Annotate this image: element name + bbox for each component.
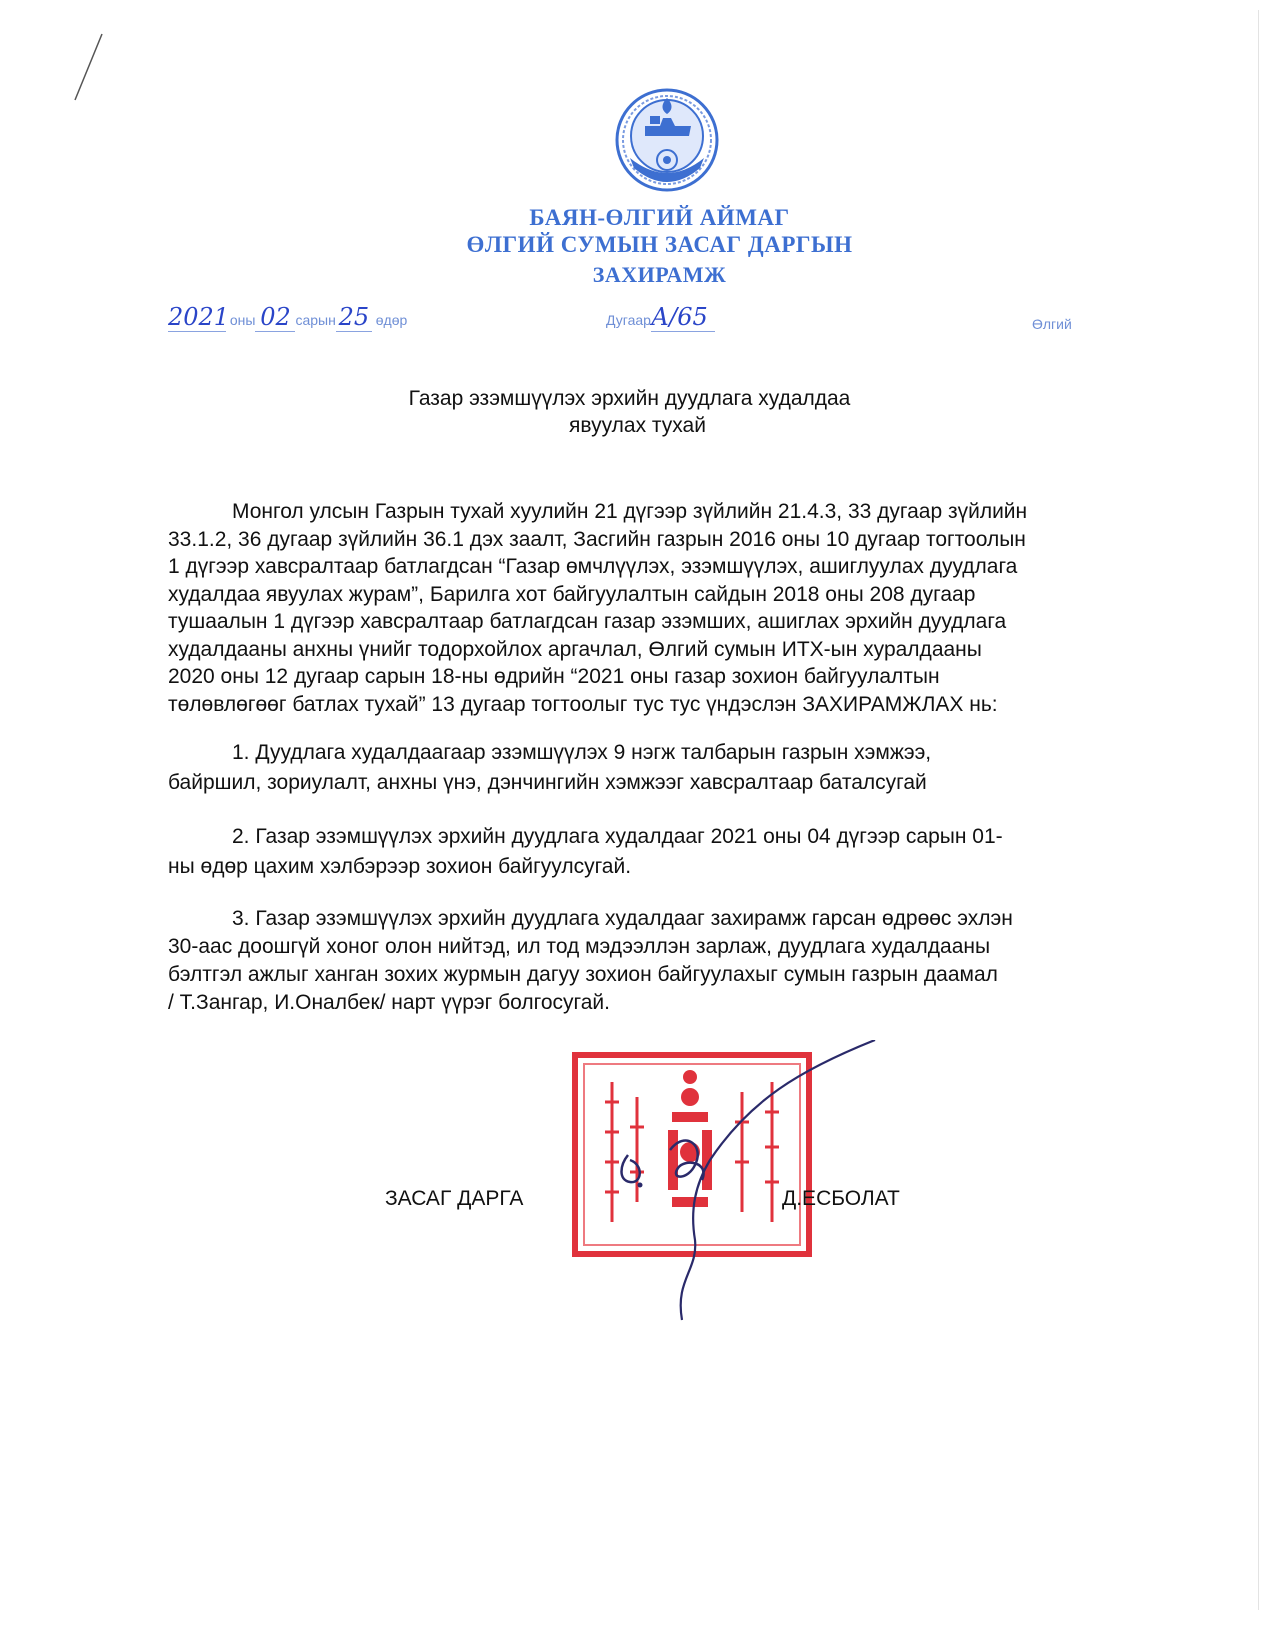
order-item-line: 3. Газар эзэмшүүлэх эрхийн дуудлага худалдааг захирамж гарсан өдрөөс эхлэн	[232, 907, 1013, 930]
doc-number: А/65	[650, 303, 708, 331]
header-doc-type: ЗАХИРАМЖ	[592, 262, 727, 287]
order-item-line: 2. Газар эзэмшүүлэх эрхийн дуудлага худалдааг 2021 оны 04 дүгээр сарын 01-	[232, 825, 1003, 848]
header-aimag: БАЯН-ӨЛГИЙ АЙМАГ	[529, 205, 790, 230]
order-item-line: / Т.Зангар, И.Оналбек/ нарт үүрэг болгосугай.	[168, 991, 610, 1014]
order-item-line: байршил, зориулалт, анхны үнэ, дэнчингийн хэмжээг хавсралтаар баталсугай	[168, 771, 927, 794]
order-item-line: бэлтгэл ажлыг ханган зохих журмын дагуу зохион байгуулахыг сумын газрын даамал	[168, 963, 998, 986]
place-label: Өлгий	[1032, 316, 1072, 332]
doc-title-line1: Газар эзэмшүүлэх эрхийн дуудлага худалдаа	[408, 387, 851, 410]
preamble-line: худалдааны анхны үнийг тодорхойлох аргачлал, Өлгий сумын ИТХ-ын хуралдааны	[168, 637, 982, 661]
order-item-line: 1. Дуудлага худалдаагаар эзэмшүүлэх 9 нэгж талбарын газрын хэмжээ,	[232, 741, 932, 764]
date-day-label: өдөр	[375, 312, 408, 328]
date-day: 25	[338, 303, 370, 331]
preamble-line: 33.1.2, 36 дугаар зүйлийн 36.1 дэх заалт, Засгийн газрын 2016 оны 10 дугаар тогтоолын	[168, 527, 1026, 551]
preamble-line: 2020 оны 12 дугаар сарын 18-ны өдрийн “2021 оны газар зохион байгуулалтын	[168, 665, 940, 688]
order-item-1	[168, 738, 1192, 798]
preamble-line: Монгол улсын Газрын тухай хуулийн 21 дүгээр зүйлийн 21.4.3, 33 дугаар зүйлийн	[232, 500, 1028, 523]
preamble-paragraph	[168, 498, 1192, 718]
preamble-line: тушаалын 1 дүгээр хавсралтаар батлагдсан газар эзэмших, ашиглах эрхийн дуудлага	[168, 610, 1007, 633]
order-item-line: 30-аас доошгүй хоног олон нийтэд, ил тод мэдээллэн зарлаж, дуудлага худалдааны	[168, 935, 991, 958]
header-governor: ӨЛГИЙ СУМЫН ЗАСАГ ДАРГЫН	[466, 232, 853, 257]
date-year: 2021	[168, 303, 230, 331]
preamble-line: худалдаа явуулах журам”, Барилга хот байгуулалтын сайдын 2018 оны 208 дугаар	[168, 582, 976, 606]
signatory-name: Д.ЕСБОЛАТ	[782, 1187, 900, 1210]
doc-title-line2: явуулах тухай	[569, 414, 706, 437]
date-month-label: сарын	[295, 312, 336, 328]
state-emblem-icon	[605, 88, 730, 198]
pen-stroke-mark	[72, 30, 112, 110]
preamble-line: 1 дүгээр хавсралтаар батлагдсан “Газар өмчлүүлэх, эзэмшүүлэх, ашиглуулах дуудлага	[168, 555, 1018, 578]
signatory-position: ЗАСАГ ДАРГА	[385, 1187, 524, 1210]
order-item-line: ны өдөр цахим хэлбэрээр зохион байгуулсугай.	[168, 855, 632, 878]
order-item-2	[168, 822, 1192, 882]
order-item-3	[168, 905, 1192, 1017]
date-year-label: оны	[229, 312, 256, 328]
date-field	[168, 303, 408, 332]
doc-number-field	[606, 303, 715, 332]
date-month: 02	[260, 303, 291, 331]
preamble-line: төлөвлөгөөг батлах тухай” 13 дугаар тогтоолыг тус тус үндэслэн ЗАХИРАМЖЛАХ нь:	[168, 692, 998, 716]
doc-number-label: Дугаар	[606, 312, 651, 328]
